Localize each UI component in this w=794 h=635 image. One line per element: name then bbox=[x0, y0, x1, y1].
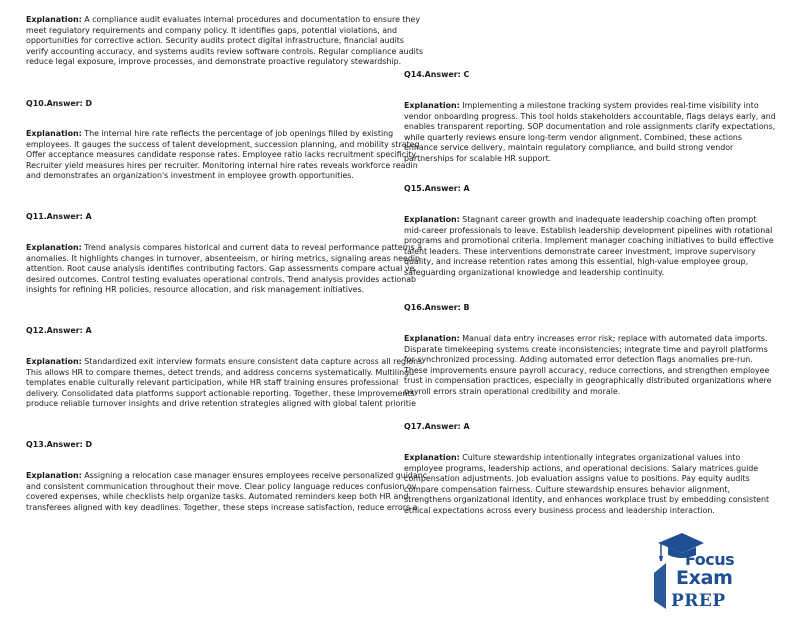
answer-heading: Q16.Answer: B bbox=[404, 303, 470, 312]
answer-block-q10 bbox=[26, 99, 406, 108]
answer-heading: Q10.Answer: D bbox=[26, 99, 93, 108]
explanation-text: Explanation: Trend analysis compares historical and current data to reveal performance patterns a anomalies. It highlights changes in turnover, absenteeism, or hiring metrics, signaling areas needin attention. Root cause analysis identifies contributing factors. Gap assessments compare actual ve desired outcomes. Control testing evaluates operational controls. Trend analysis provides actionab insights for refining HR policies, resource allocation, and risk management initiatives. bbox=[26, 243, 423, 295]
answer-heading: Q11.Answer: A bbox=[26, 212, 92, 221]
answer-heading: Q15.Answer: A bbox=[404, 184, 470, 193]
explanation-text: Explanation: Manual data entry increases error risk; replace with automated data imports. Disparate timekeeping systems create inconsistencies; integrate time and payroll platforms for synchronized processing. Adding automated error detection flags anomalies pre-run. These improvements ensure payroll accuracy, reduce corrections, and strengthen employee trust in compensation practices, especially in geographically distributed organizations where payroll errors strain operational credibility and morale. bbox=[404, 334, 772, 396]
answer-block-q16 bbox=[404, 303, 776, 312]
answer-block-q15 bbox=[404, 184, 776, 193]
answer-block-q14 bbox=[404, 70, 776, 79]
answer-heading: Q17.Answer: A bbox=[404, 422, 470, 431]
logo-prep-text: PREP bbox=[671, 591, 726, 611]
explanation-block-q14 bbox=[404, 101, 776, 165]
explanation-block-q15 bbox=[404, 215, 776, 279]
explanation-block-q11 bbox=[26, 243, 423, 296]
answer-block-q17 bbox=[404, 422, 776, 431]
logo-focus-text: Focus bbox=[685, 550, 735, 569]
left-column bbox=[26, 0, 428, 518]
answer-block-q13 bbox=[26, 440, 406, 449]
explanation-block-q10 bbox=[26, 129, 420, 182]
answer-block-q11 bbox=[26, 212, 406, 221]
explanation-text: Explanation: Stagnant career growth and inadequate leadership coaching often prompt mid-career professionals to leave. Establish leadership development pipelines with rotational programs and promotional criteria. Implement manager coaching initiatives to build effective talent leaders. These interventions demonstrate career investment, improve supervisory quality, and increase retention rates among this essential, high-value employee group, safeguarding organizational knowledge and leadership continuity. bbox=[404, 215, 774, 277]
explanation-text: Explanation: A compliance audit evaluates internal procedures and documentation to ensure they meet regulatory requirements and company policy. It identifies gaps, potential violations, and opportunities for corrective action. Security audits protect digital infrastructure, financial audits verify accounting accuracy, and systems audits review software controls. Regular compliance audits reduce legal exposure, improve processes, and demonstrate proactive regulatory stewardship. bbox=[26, 15, 424, 67]
explanation-text: Explanation: Culture stewardship intentionally integrates organizational values into employee programs, leadership actions, and operational decisions. Salary matrices guide compensation adjustments. Job evaluation assigns value to positions. Pay equity audits compare compensation fairness. Culture stewardship ensures behavior alignment, strengthens organizational identity, and enhances workplace trust by embedding consistent ethical expectations across every business process and leadership interaction. bbox=[404, 453, 770, 515]
explanation-block-q09 bbox=[26, 15, 424, 68]
answer-block-q12 bbox=[26, 326, 406, 335]
explanation-text: Explanation: The internal hire rate reflects the percentage of job openings filled by existing employees. It gauges the success of talent development, succession planning, and mobility strateg Offer acceptance measures candidate response rates. Employee ratio lacks recruitment specificity. Recruiter yield measures hires per recruiter. Monitoring internal hire rates reveals workforce readin and demonstrates an organization's investment in employee growth opportunities. bbox=[26, 129, 420, 181]
answer-heading: Q13.Answer: D bbox=[26, 440, 93, 449]
explanation-text: Explanation: Implementing a milestone tracking system provides real-time visibility into vendor onboarding progress. This tool holds stakeholders accountable, flags delays early, and enables transparent reporting. SOP documentation and role assignments clarify expectations, while quarterly reviews ensure long-term vendor alignment. Combined, these actions enhance service delivery, maintain regulatory compliance, and build strong vendor partnerships for scalable HR support. bbox=[404, 101, 776, 163]
focus-exam-prep-logo bbox=[652, 531, 742, 615]
explanation-block-q13 bbox=[26, 471, 428, 513]
explanation-block-q17 bbox=[404, 453, 776, 517]
explanation-block-q16 bbox=[404, 334, 776, 398]
logo-exam-text: Exam bbox=[676, 567, 733, 589]
explanation-text: Explanation: Standardized exit interview formats ensure consistent data capture across all regions This allows HR to compare themes, detect trends, and address concerns systematically. Multilingu templates enable culturally relevant participation, while HR staff training ensures professional delivery. Consolidated data platforms support actionable reporting. Together, these improvements produce reliable turnover insights and drive retention strategies aligned with global talent prioritie bbox=[26, 357, 423, 409]
explanation-block-q12 bbox=[26, 357, 423, 410]
answer-heading: Q12.Answer: A bbox=[26, 326, 92, 335]
right-column bbox=[404, 0, 776, 518]
explanation-text: Explanation: Assigning a relocation case manager ensures employees receive personalized guidanc and consistent communication throughout their move. Clear policy language reduces confusion ov covered expenses, while checklists help organize tasks. Automated reminders keep both HR and transferees aligned with key deadlines. Together, these steps increase satisfaction, reduce errors a bbox=[26, 471, 428, 512]
answer-heading: Q14.Answer: C bbox=[404, 70, 470, 79]
